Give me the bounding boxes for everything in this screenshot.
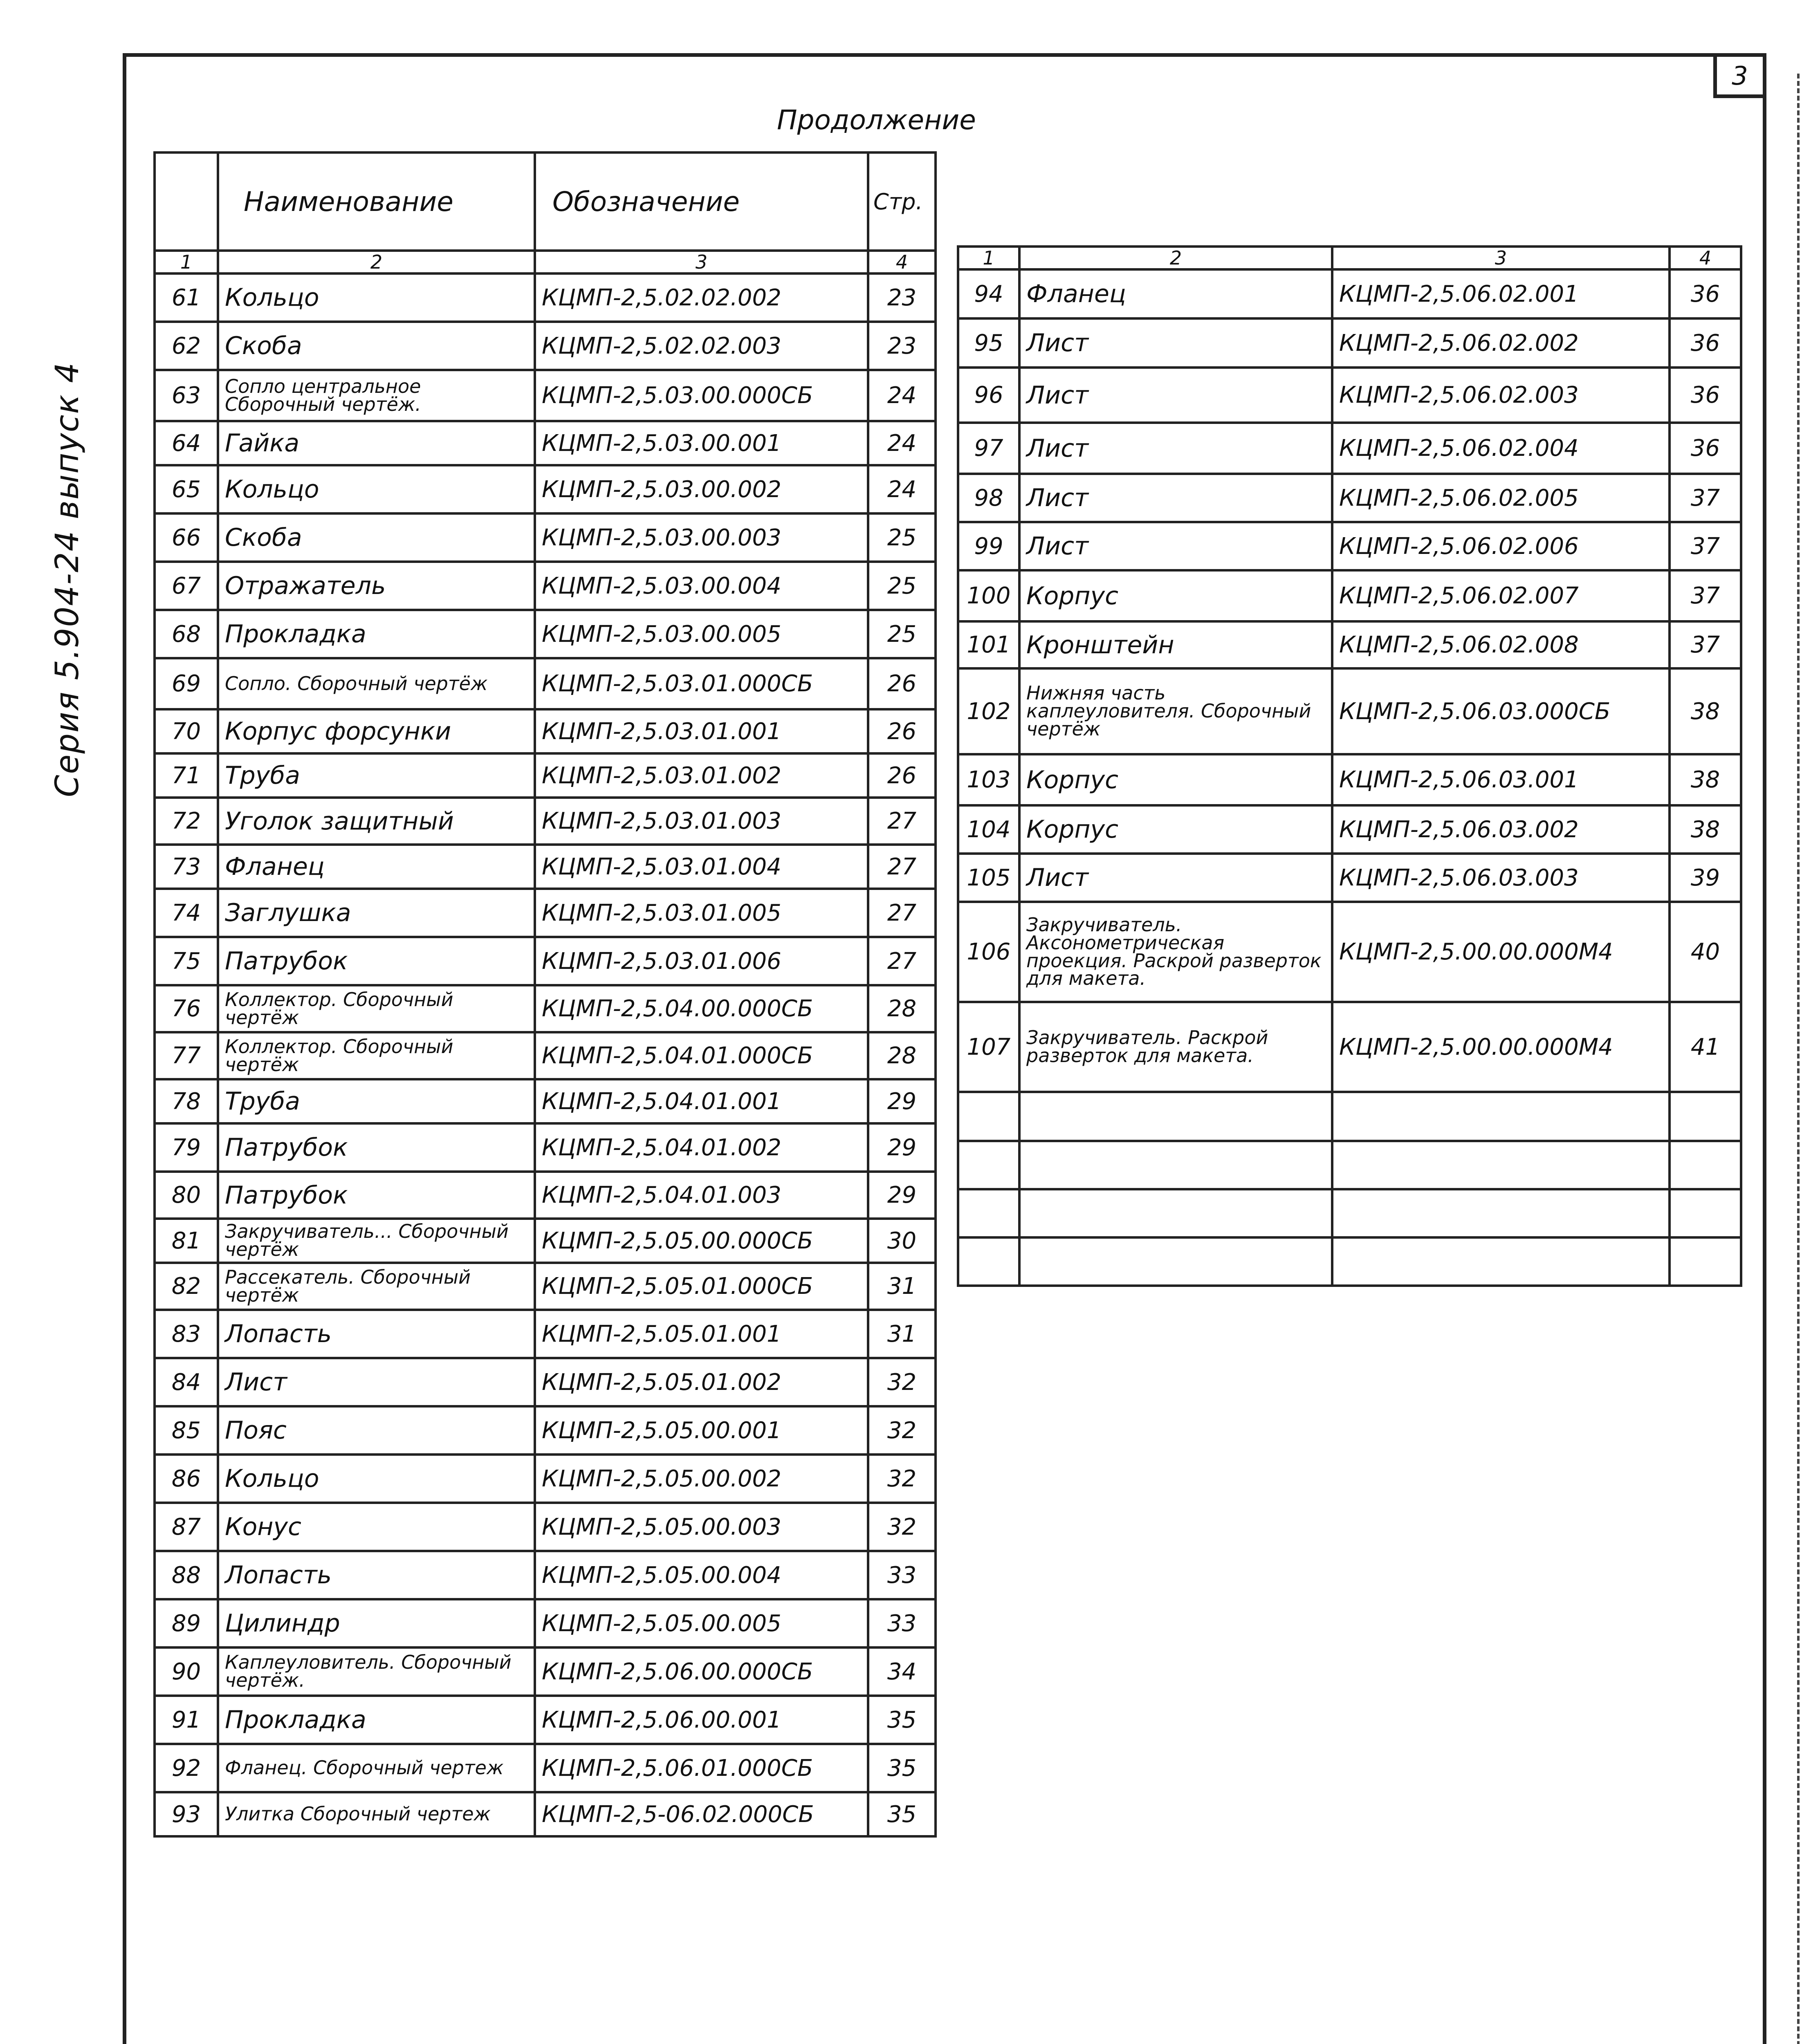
row-name: Конус xyxy=(218,1503,535,1551)
row-number: 94 xyxy=(958,269,1019,318)
row-designation: КЦМП-2,5.06.02.007 xyxy=(1332,570,1670,621)
row-designation: КЦМП-2,5.03.00.004 xyxy=(535,562,868,610)
table-row xyxy=(155,1647,936,1696)
row-name: Труба xyxy=(218,1079,535,1123)
empty-cell xyxy=(1332,1141,1670,1189)
row-page: 25 xyxy=(868,513,936,562)
row-designation: КЦМП-2,5.06.02.001 xyxy=(1332,269,1670,318)
row-designation: КЦМП-2,5.05.00.002 xyxy=(535,1455,868,1503)
row-number: 83 xyxy=(155,1310,218,1358)
table-row xyxy=(155,798,936,845)
column-number: 1 xyxy=(958,247,1019,269)
row-designation: КЦМП-2,5-06.02.000СБ xyxy=(535,1792,868,1836)
row-name: Прокладка xyxy=(218,1696,535,1744)
row-designation: КЦМП-2,5.06.01.000СБ xyxy=(535,1744,868,1792)
empty-cell xyxy=(1019,1237,1332,1286)
row-page: 39 xyxy=(1670,854,1741,902)
row-number: 69 xyxy=(155,658,218,709)
row-number: 99 xyxy=(958,522,1019,570)
row-designation: КЦМП-2,5.06.02.008 xyxy=(1332,621,1670,668)
row-number: 79 xyxy=(155,1123,218,1172)
table-row xyxy=(958,522,1741,570)
column-number: 4 xyxy=(1670,247,1741,269)
row-name: Корпус форсунки xyxy=(218,709,535,753)
row-number: 70 xyxy=(155,709,218,753)
row-page: 29 xyxy=(868,1172,936,1219)
row-page: 29 xyxy=(868,1123,936,1172)
row-designation: КЦМП-2,5.03.01.005 xyxy=(535,889,868,937)
row-number: 85 xyxy=(155,1406,218,1455)
row-page: 29 xyxy=(868,1079,936,1123)
row-designation: КЦМП-2,5.00.00.000М4 xyxy=(1332,902,1670,1002)
row-number: 91 xyxy=(155,1696,218,1744)
row-number: 76 xyxy=(155,985,218,1032)
row-page: 37 xyxy=(1670,570,1741,621)
row-name: Фланец xyxy=(1019,269,1332,318)
row-name: Патрубок xyxy=(218,937,535,985)
column-number: 1 xyxy=(155,251,218,273)
column-number-row xyxy=(958,247,1741,269)
table-row xyxy=(958,570,1741,621)
row-designation: КЦМП-2,5.06.02.006 xyxy=(1332,522,1670,570)
row-designation: КЦМП-2,5.04.01.003 xyxy=(535,1172,868,1219)
row-number: 66 xyxy=(155,513,218,562)
series-stamp: Серия 5.904-24 выпуск 4 xyxy=(49,362,86,797)
row-number: 71 xyxy=(155,753,218,798)
row-page: 34 xyxy=(868,1647,936,1696)
row-page: 26 xyxy=(868,753,936,798)
row-name: Лопасть xyxy=(218,1310,535,1358)
row-page: 36 xyxy=(1670,423,1741,474)
row-page: 31 xyxy=(868,1263,936,1310)
row-number: 73 xyxy=(155,845,218,889)
table-row xyxy=(155,1696,936,1744)
row-number: 77 xyxy=(155,1032,218,1079)
header-page: Стр. xyxy=(868,152,936,251)
row-number: 92 xyxy=(155,1744,218,1792)
row-page: 37 xyxy=(1670,621,1741,668)
row-designation: КЦМП-2,5.06.03.000СБ xyxy=(1332,668,1670,754)
row-page: 30 xyxy=(868,1219,936,1263)
row-name: Лист xyxy=(1019,318,1332,368)
empty-cell xyxy=(1019,1092,1332,1141)
empty-cell xyxy=(958,1237,1019,1286)
row-name: Цилиндр xyxy=(218,1599,535,1647)
row-name: Прокладка xyxy=(218,610,535,658)
row-page: 25 xyxy=(868,562,936,610)
row-number: 84 xyxy=(155,1358,218,1406)
row-page: 28 xyxy=(868,1032,936,1079)
table-row xyxy=(155,1079,936,1123)
row-page: 28 xyxy=(868,985,936,1032)
table-row xyxy=(155,1219,936,1263)
row-page: 32 xyxy=(868,1406,936,1455)
row-name: Сопло. Сборочный чертёж xyxy=(218,658,535,709)
table-row xyxy=(155,845,936,889)
row-designation: КЦМП-2,5.06.03.002 xyxy=(1332,805,1670,854)
row-page: 27 xyxy=(868,845,936,889)
row-number: 68 xyxy=(155,610,218,658)
row-number: 86 xyxy=(155,1455,218,1503)
table-row xyxy=(958,854,1741,902)
row-number: 103 xyxy=(958,754,1019,805)
table-row xyxy=(155,1744,936,1792)
row-page: 37 xyxy=(1670,522,1741,570)
row-number: 75 xyxy=(155,937,218,985)
row-designation: КЦМП-2,5.05.00.005 xyxy=(535,1599,868,1647)
row-designation: КЦМП-2,5.04.01.002 xyxy=(535,1123,868,1172)
table-row xyxy=(155,1551,936,1599)
row-designation: КЦМП-2,5.06.02.005 xyxy=(1332,474,1670,522)
empty-row xyxy=(958,1141,1741,1189)
row-page: 23 xyxy=(868,322,936,370)
row-number: 93 xyxy=(155,1792,218,1836)
binding-edge-marks xyxy=(1797,74,1805,2044)
row-name: Сопло центральное Сборочный чертёж. xyxy=(218,370,535,421)
row-name: Закручиватель. Раскрой разверток для макета. xyxy=(1019,1002,1332,1092)
table-row xyxy=(958,805,1741,854)
table-row xyxy=(958,668,1741,754)
row-name: Кронштейн xyxy=(1019,621,1332,668)
row-number: 64 xyxy=(155,421,218,465)
empty-row xyxy=(958,1237,1741,1286)
row-number: 81 xyxy=(155,1219,218,1263)
row-name: Улитка Сборочный чертеж xyxy=(218,1792,535,1836)
row-designation: КЦМП-2,5.06.03.001 xyxy=(1332,754,1670,805)
header-name: Наименование xyxy=(218,152,535,251)
table-row xyxy=(155,1263,936,1310)
row-number: 98 xyxy=(958,474,1019,522)
empty-cell xyxy=(1670,1237,1741,1286)
table-row xyxy=(155,753,936,798)
row-name: Коллектор. Сборочный чертёж xyxy=(218,985,535,1032)
row-number: 106 xyxy=(958,902,1019,1002)
table-row xyxy=(155,465,936,513)
row-name: Закручиватель. Аксонометрическая проекция. Раскрой разверток для макета. xyxy=(1019,902,1332,1002)
row-number: 62 xyxy=(155,322,218,370)
column-number: 3 xyxy=(535,251,868,273)
row-name: Труба xyxy=(218,753,535,798)
table-row xyxy=(958,1002,1741,1092)
table-row xyxy=(155,1032,936,1079)
row-name: Лист xyxy=(1019,854,1332,902)
row-designation: КЦМП-2,5.05.00.004 xyxy=(535,1551,868,1599)
row-name: Лист xyxy=(1019,474,1332,522)
table-row xyxy=(155,1310,936,1358)
row-name: Уголок защитный xyxy=(218,798,535,845)
empty-cell xyxy=(958,1092,1019,1141)
row-name: Фланец. Сборочный чертеж xyxy=(218,1744,535,1792)
empty-cell xyxy=(1019,1141,1332,1189)
row-page: 35 xyxy=(868,1792,936,1836)
table-row xyxy=(155,985,936,1032)
table-row xyxy=(958,754,1741,805)
page-number-box xyxy=(1713,53,1766,98)
empty-cell xyxy=(1332,1237,1670,1286)
table-row xyxy=(155,370,936,421)
row-number: 87 xyxy=(155,1503,218,1551)
row-name: Лист xyxy=(218,1358,535,1406)
row-name: Скоба xyxy=(218,322,535,370)
row-designation: КЦМП-2,5.03.00.001 xyxy=(535,421,868,465)
row-designation: КЦМП-2,5.03.01.000СБ xyxy=(535,658,868,709)
row-page: 24 xyxy=(868,465,936,513)
row-page: 24 xyxy=(868,370,936,421)
row-designation: КЦМП-2,5.03.00.003 xyxy=(535,513,868,562)
row-designation: КЦМП-2,5.06.02.002 xyxy=(1332,318,1670,368)
table-row xyxy=(155,709,936,753)
row-designation: КЦМП-2,5.03.00.002 xyxy=(535,465,868,513)
table-row xyxy=(155,889,936,937)
row-name: Кольцо xyxy=(218,273,535,322)
row-name: Заглушка xyxy=(218,889,535,937)
row-designation: КЦМП-2,5.06.00.001 xyxy=(535,1696,868,1744)
row-number: 67 xyxy=(155,562,218,610)
row-designation: КЦМП-2,5.03.01.003 xyxy=(535,798,868,845)
row-page: 40 xyxy=(1670,902,1741,1002)
row-page: 33 xyxy=(868,1599,936,1647)
row-designation: КЦМП-2,5.04.01.000СБ xyxy=(535,1032,868,1079)
column-number: 4 xyxy=(868,251,936,273)
table-row xyxy=(155,1358,936,1406)
table-row xyxy=(155,658,936,709)
table-row xyxy=(155,273,936,322)
row-page: 32 xyxy=(868,1503,936,1551)
row-name: Скоба xyxy=(218,513,535,562)
row-designation: КЦМП-2,5.04.00.000СБ xyxy=(535,985,868,1032)
row-number: 96 xyxy=(958,368,1019,423)
row-designation: КЦМП-2,5.05.01.001 xyxy=(535,1310,868,1358)
table-row xyxy=(155,937,936,985)
table-row xyxy=(155,1406,936,1455)
row-designation: КЦМП-2,5.06.03.003 xyxy=(1332,854,1670,902)
row-number: 88 xyxy=(155,1551,218,1599)
row-page: 38 xyxy=(1670,668,1741,754)
row-page: 27 xyxy=(868,889,936,937)
empty-row xyxy=(958,1092,1741,1141)
row-designation: КЦМП-2,5.03.00.000СБ xyxy=(535,370,868,421)
row-page: 36 xyxy=(1670,318,1741,368)
row-name: Фланец xyxy=(218,845,535,889)
page-number: 3 xyxy=(1732,61,1748,91)
row-number: 104 xyxy=(958,805,1019,854)
row-number: 105 xyxy=(958,854,1019,902)
row-number: 107 xyxy=(958,1002,1019,1092)
row-designation: КЦМП-2,5.03.01.004 xyxy=(535,845,868,889)
table-row xyxy=(155,1792,936,1836)
table-row xyxy=(155,421,936,465)
row-designation: КЦМП-2,5.03.00.005 xyxy=(535,610,868,658)
row-page: 32 xyxy=(868,1455,936,1503)
row-page: 38 xyxy=(1670,805,1741,854)
row-number: 72 xyxy=(155,798,218,845)
table-row xyxy=(958,368,1741,423)
row-name: Нижняя часть каплеуловителя. Сборочный чертёж xyxy=(1019,668,1332,754)
row-number: 97 xyxy=(958,423,1019,474)
row-page: 41 xyxy=(1670,1002,1741,1092)
row-number: 82 xyxy=(155,1263,218,1310)
row-page: 26 xyxy=(868,658,936,709)
table-row xyxy=(155,1503,936,1551)
row-designation: КЦМП-2,5.02.02.003 xyxy=(535,322,868,370)
row-name: Корпус xyxy=(1019,570,1332,621)
row-number: 78 xyxy=(155,1079,218,1123)
row-page: 26 xyxy=(868,709,936,753)
row-designation: КЦМП-2,5.05.00.000СБ xyxy=(535,1219,868,1263)
column-number: 3 xyxy=(1332,247,1670,269)
row-page: 24 xyxy=(868,421,936,465)
row-name: Корпус xyxy=(1019,754,1332,805)
column-number-row xyxy=(155,251,936,273)
empty-cell xyxy=(1332,1189,1670,1237)
row-designation: КЦМП-2,5.06.00.000СБ xyxy=(535,1647,868,1696)
row-number: 63 xyxy=(155,370,218,421)
row-name: Каплеуловитель. Сборочный чертёж. xyxy=(218,1647,535,1696)
row-name: Корпус xyxy=(1019,805,1332,854)
row-name: Лопасть xyxy=(218,1551,535,1599)
table-row xyxy=(958,269,1741,318)
row-number: 102 xyxy=(958,668,1019,754)
row-name: Гайка xyxy=(218,421,535,465)
row-designation: КЦМП-2,5.00.00.000М4 xyxy=(1332,1002,1670,1092)
row-page: 36 xyxy=(1670,269,1741,318)
row-designation: КЦМП-2,5.02.02.002 xyxy=(535,273,868,322)
row-number: 61 xyxy=(155,273,218,322)
row-name: Коллектор. Сборочный чертёж xyxy=(218,1032,535,1079)
empty-cell xyxy=(1019,1189,1332,1237)
table-row xyxy=(958,474,1741,522)
table-row xyxy=(155,513,936,562)
row-page: 31 xyxy=(868,1310,936,1358)
column-number: 2 xyxy=(218,251,535,273)
continuation-label: Продолжение xyxy=(777,104,976,136)
table-row xyxy=(155,1172,936,1219)
empty-cell xyxy=(1332,1092,1670,1141)
row-designation: КЦМП-2,5.05.00.001 xyxy=(535,1406,868,1455)
empty-cell xyxy=(1670,1141,1741,1189)
row-page: 27 xyxy=(868,937,936,985)
row-page: 33 xyxy=(868,1551,936,1599)
row-designation: КЦМП-2,5.05.00.003 xyxy=(535,1503,868,1551)
row-designation: КЦМП-2,5.03.01.006 xyxy=(535,937,868,985)
row-number: 65 xyxy=(155,465,218,513)
spec-table-right xyxy=(957,245,1742,1287)
header-designation: Обозначение xyxy=(535,152,868,251)
row-name: Пояс xyxy=(218,1406,535,1455)
row-designation: КЦМП-2,5.06.02.003 xyxy=(1332,368,1670,423)
row-number: 95 xyxy=(958,318,1019,368)
empty-row xyxy=(958,1189,1741,1237)
row-number: 100 xyxy=(958,570,1019,621)
row-name: Кольцо xyxy=(218,1455,535,1503)
table-row xyxy=(958,621,1741,668)
table-row xyxy=(155,1455,936,1503)
row-number: 80 xyxy=(155,1172,218,1219)
row-page: 38 xyxy=(1670,754,1741,805)
spec-table-left xyxy=(153,151,937,1838)
row-name: Закручиватель... Сборочный чертёж xyxy=(218,1219,535,1263)
empty-cell xyxy=(1670,1189,1741,1237)
row-name: Лист xyxy=(1019,423,1332,474)
table-row xyxy=(958,902,1741,1002)
row-number: 90 xyxy=(155,1647,218,1696)
row-number: 89 xyxy=(155,1599,218,1647)
row-page: 23 xyxy=(868,273,936,322)
row-name: Отражатель xyxy=(218,562,535,610)
row-name: Кольцо xyxy=(218,465,535,513)
table-row xyxy=(155,1123,936,1172)
table-row xyxy=(155,610,936,658)
row-name: Патрубок xyxy=(218,1172,535,1219)
row-page: 36 xyxy=(1670,368,1741,423)
table-row xyxy=(155,562,936,610)
row-designation: КЦМП-2,5.05.01.000СБ xyxy=(535,1263,868,1310)
row-designation: КЦМП-2,5.03.01.001 xyxy=(535,709,868,753)
row-name: Лист xyxy=(1019,522,1332,570)
column-number: 2 xyxy=(1019,247,1332,269)
row-page: 27 xyxy=(868,798,936,845)
row-number: 74 xyxy=(155,889,218,937)
row-designation: КЦМП-2,5.05.01.002 xyxy=(535,1358,868,1406)
table-row xyxy=(958,423,1741,474)
table-row xyxy=(958,318,1741,368)
row-name: Патрубок xyxy=(218,1123,535,1172)
row-designation: КЦМП-2,5.03.01.002 xyxy=(535,753,868,798)
row-number: 101 xyxy=(958,621,1019,668)
row-page: 35 xyxy=(868,1696,936,1744)
empty-cell xyxy=(958,1189,1019,1237)
row-name: Рассекатель. Сборочный чертёж xyxy=(218,1263,535,1310)
header-number-cell xyxy=(155,152,218,251)
row-page: 32 xyxy=(868,1358,936,1406)
row-page: 25 xyxy=(868,610,936,658)
row-designation: КЦМП-2,5.04.01.001 xyxy=(535,1079,868,1123)
empty-cell xyxy=(1670,1092,1741,1141)
table-row xyxy=(155,1599,936,1647)
row-designation: КЦМП-2,5.06.02.004 xyxy=(1332,423,1670,474)
row-page: 35 xyxy=(868,1744,936,1792)
row-page: 37 xyxy=(1670,474,1741,522)
table-row xyxy=(155,322,936,370)
row-name: Лист xyxy=(1019,368,1332,423)
empty-cell xyxy=(958,1141,1019,1189)
